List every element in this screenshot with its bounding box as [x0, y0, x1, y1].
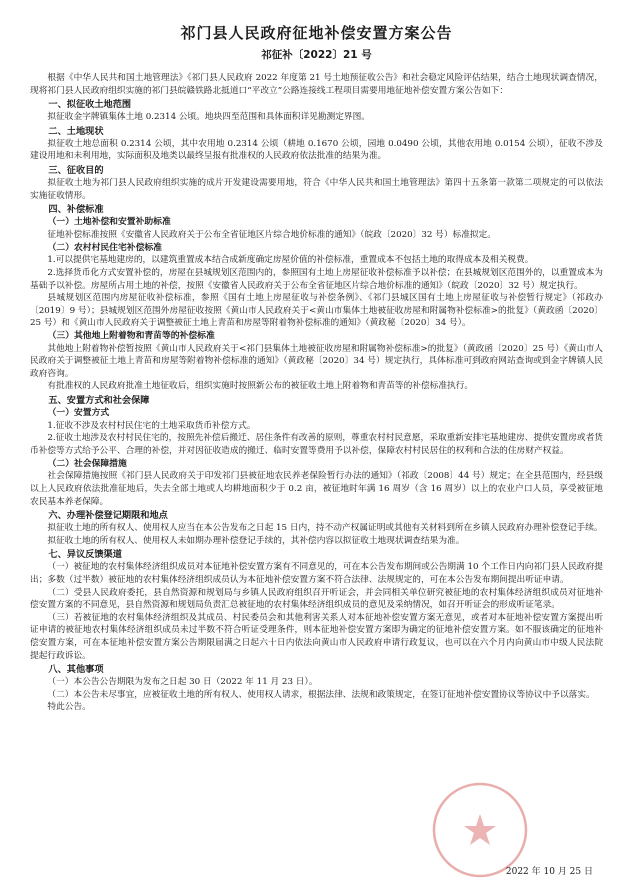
section-heading-2: 二、土地现状 [48, 125, 104, 137]
section-8-text-1: （一）本公告公告期限为发布之日起 30 日（2022 年 11 月 23 日）。 [47, 677, 318, 688]
seal-star-icon [464, 814, 496, 845]
section-3-text: 拟征收土地为祁门县人民政府组织实施的成片开发建设需要用地，符合《中华人民共和国土地管理法》第四十五条第一款第二项规定的可以依法实施征收情形。 [30, 177, 603, 201]
section-heading-7: 七、异议反馈渠道 [48, 549, 122, 561]
section-1-text: 拟征收金字牌镇集体土地 0.2314 公顷。地块四至范围和具体面积详见勘测定界图。 [47, 112, 370, 123]
intro-paragraph: 根据《中华人民共和国土地管理法》《祁门县人民政府 2022 年度第 21 号土地预征收公告》和社会稳定风险评估结果，结合土地现状调查情况，现将祁门县人民政府组织实施的祁门县皖赣铁路北抵道口“平改立”公路连接线工程项目需要用地征地补偿安置方案公告如下： [30, 73, 603, 96]
subsection-4-3-text-2: 有批准权的人民政府批准土地征收后，组织实施时按照新公布的被征收土地上附着物和青苗等的补偿标准执行。 [47, 381, 474, 392]
section-7-text-2: （二）受县人民政府委托，县自然资源和规划局与乡镇人民政府组织召开听证会，并会同相关单位研究被征地的农村集体经济组织成员对征地补偿安置方案的不同意见，县自然资源和规划局负责汇总被征地的农村集体经济组织成员的意见及采纳情况，如召开听证会的形成听证笔录。 [30, 587, 603, 611]
section-heading-5: 五、安置方式和社会保障 [48, 395, 150, 407]
subsection-heading-4-2: （二）农村村民住宅补偿标准 [47, 242, 162, 253]
closing-text: 特此公告。 [47, 702, 91, 713]
subsection-heading-5-2: （二）社会保障措施 [47, 458, 127, 469]
issue-date: 2022 年 10 月 25 日 [505, 867, 593, 877]
subsection-heading-5-1: （一）安置方式 [47, 408, 110, 419]
section-6-text-2: 拟征收土地的所有权人、使用权人未如期办理补偿登记手续的，其补偿内容以拟征收土地现状调查结果为准。 [47, 535, 465, 546]
section-heading-6: 六、办理补偿登记期限和地点 [48, 510, 168, 522]
subsection-4-2-text-1: 1.可以提供宅基地建房的，以建筑重置成本结合成新度确定房屋价值的补偿标准，重置成本不包括土地的取得成本及相关税费。 [47, 255, 534, 266]
section-8-text-2: （二）本公告未尽事宜，应被征收土地的所有权人、使用权人请求，根据法律、法规和政策规定，在签订征地补偿安置协议等协议中予以落实。 [47, 689, 595, 700]
section-heading-3: 三、征收目的 [48, 164, 104, 176]
subsection-4-3-text-1: 其他地上附着物补偿暂按照《黄山市人民政府关于<祁门县集体土地被征收房屋和附属物补偿标准>的批复》（黄政函〔2020〕25 号）《黄山市人民政府关于调整被征土地上青苗和房屋等附着物补偿标准的通知》（黄政秘〔2020〕34 号）规定执行，具体标准可到政府网站查询或到金字牌镇人民政府咨询。 [30, 343, 603, 379]
subsection-4-2-text-2: 2.选择货币化方式安置补偿的，房屋在县城规划区范围内的，参照国有土地上房屋征收补偿标准予以补偿；在县城规划区范围外的，以重置成本为基础予以补偿。房屋所占用土地的补偿，按照《安徽省人民政府关于公布全省征地区片综合地价标准的通知》（皖政〔2020〕32 号）规定执行。 [30, 267, 603, 291]
section-heading-1: 一、拟征收土地范围 [48, 99, 132, 111]
subsection-heading-4-1: （一）土地补偿和安置补助标准 [47, 217, 171, 228]
subsection-5-1-text-2: 2.征收土地涉及农村村民住宅的，按照先补偿后搬迁、居住条件有改善的原则，尊重农村村民意愿，采取重新安排宅基地建房、提供安置房或者货币补偿等方式给予公平、合理的补偿，并对因征收造成的搬迁、临时安置等费用予以补偿，保障农村村民居住的权利和合法的住房财产权益。 [30, 433, 603, 457]
section-6-text-1: 拟征收土地的所有权人、使用权人应当在本公告发布之日起 15 日内，持不动产权属证明或其他有关材料到所在乡镇人民政府办理补偿登记手续。 [47, 523, 603, 534]
section-heading-8: 八、其他事项 [48, 664, 104, 676]
subsection-5-1-text-1: 1.征收不涉及农村村民住宅的土地采取货币补偿方式。 [47, 420, 256, 431]
subsection-5-2-text: 社会保障措施按照《祁门县人民政府关于印发祁门县被征地农民养老保险暂行办法的通知》（祁政〔2008〕44 号）规定；在全县范围内，经县级以上人民政府依法批准征地后，失去全部土地或人均耕地面积少于 0.2 亩，被征地时年满 16 周岁（含 16 周岁）以上的农业户口人员，享受被征地农民基本养老保障。 [30, 471, 603, 507]
subsection-4-1-text: 征地补偿标准按照《安徽省人民政府关于公布全省征地区片综合地价标准的通知》（皖政〔2020〕32 号）标准拟定。 [47, 229, 496, 240]
section-7-text-3: （三）若被征地的农村集体经济组织及其成员、村民委员会和其他利害关系人对本征地补偿安置方案无意见，或者对本征地补偿安置方案提出听证申请的被征地农村集体经济组织成员未过半数不符合听证受理条件，则本征地补偿安置方案即为确定的征地补偿安置方案。如不服该确定的征地补偿安置方案，可在本征地补偿安置方案公告期限届满之日起六十日内依法向黄山市人民政府申请行政复议，也可以在六个月内向黄山市中级人民法院提起行政诉讼。 [30, 612, 603, 661]
subsection-4-2-text-3: 县城规划区范围内房屋征收补偿标准，参照《国有土地上房屋征收与补偿条例》、《祁门县城区国有土地上房屋征收与补偿暂行规定》（祁政办〔2019〕9 号）；县城规划区范围外房屋征收按照《黄山市人民政府关于<黄山市集体土地被征收房屋和附属物补偿标准>的批复》（黄政函〔2020〕25 号）和《黄山市人民政府关于调整被征土地上青苗和房屋等附着物补偿标准的通知》（黄政秘〔2020〕34 号）。 [30, 293, 603, 329]
subsection-heading-4-3: （三）其他地上附着物和青苗等的补偿标准 [47, 330, 215, 341]
document-title: 祁门县人民政府征地补偿安置方案公告 [180, 24, 453, 42]
section-heading-4: 四、补偿标准 [48, 204, 104, 216]
section-2-text: 拟征收土地总面积 0.2314 公顷，其中农用地 0.2314 公顷（耕地 0.1670 公顷，园地 0.0490 公顷，其他农用地 0.0154 公顷），征收不涉及建设用地和未利用地，实际面积及地类以最终呈报有批准权的人民政府依法批准的结果为准。 [30, 138, 603, 162]
section-7-text-1: （一）被征地的农村集体经济组织成员对本征地补偿安置方案有不同意见的，可在本公告发布期间或公告期满 10 个工作日内向祁门县人民政府提出；多数（过半数）被征地的农村集体经济组织成员认为本征地补偿安置方案不符合法律、法规规定的，可在本公告发布期间提出听证申请。 [30, 562, 603, 586]
document-number: 祁征补〔2022〕21 号 [261, 49, 372, 61]
